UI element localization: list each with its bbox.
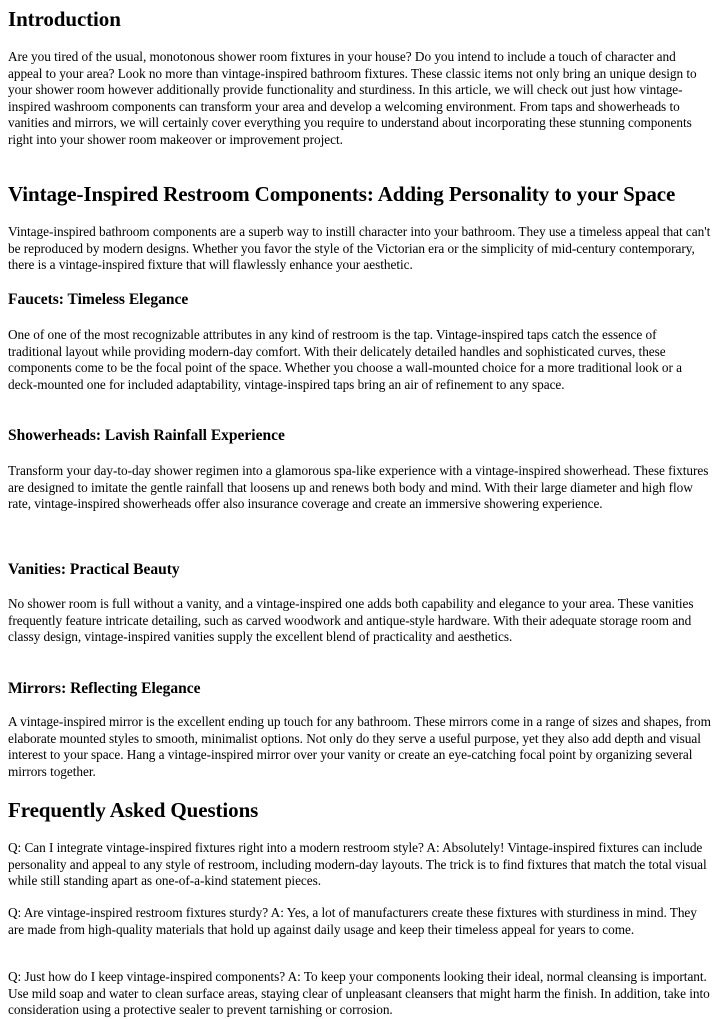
faq-item: Q: Are vintage-inspired restroom fixtures sturdy? A: Yes, a lot of manufacturers create these fixtures with sturdiness in mind. They are made from high-quality materials that hold up against daily usage and keep their timeless appeal for years to come. — [8, 905, 697, 937]
paragraph-faucets: One of one of the most recognizable attributes in any kind of restroom is the tap. Vintage-inspired taps catch the essence of traditional layout while providing modern-day comfort. With their delicately detailed handles and sophisticated curves, these components come to be the focal point of the space. Whether you choose a wall-mounted choice for a more traditional look or a deck-mounted one for included adaptability, vintage-inspired taps bring an air of refinement to any space. — [8, 327, 683, 392]
paragraph-introduction: Are you tired of the usual, monotonous shower room fixtures in your house? Do you intend to include a touch of character and appeal to your area? Look no more than vintage-inspired bathroom fixtures. These classic items not only bring an unique design to your shower room however additionally provide functionality and sturdiness. In this article, we will check out just how vintage-inspired washroom components can transform your area and develop a welcoming environment. From taps and showerheads to vanities and mirrors, we will certainly cover everything you require to understand about incorporating these stunning components right into your shower room makeover or improvement project. — [8, 49, 697, 147]
paragraph-showerheads: Transform your day-to-day shower regimen into a glamorous spa-like experience with a vintage-inspired showerhead. These fixtures are designed to imitate the gentle rainfall that loosens up and renews both body and mind. With their large diameter and high flow rate, vintage-inspired showerheads offer also insurance coverage and create an immersive showering experience. — [8, 463, 709, 511]
heading-faq: Frequently Asked Questions — [8, 798, 259, 822]
faq-item: Q: Can I integrate vintage-inspired fixtures right into a modern restroom style? A: Absolutely! Vintage-inspired fixtures can include personality and appeal to any style of restroom, including modern-day layouts. The trick is to find fixtures that match the total visual while still standing apart as one-of-a-kind statement pieces. — [8, 840, 707, 888]
heading-faucets: Faucets: Timeless Elegance — [8, 291, 189, 308]
paragraph-vintage-components: Vintage-inspired bathroom components are a superb way to instill character into your bathroom. They use a timeless appeal that can't be reproduced by modern designs. Whether you favor the style of the Victorian era or the simplicity of mid-century contemporary, there is a vintage-inspired fixture that will flawlessly enhance your aesthetic. — [8, 224, 711, 272]
paragraph-vanities: No shower room is full without a vanity, and a vintage-inspired one adds both capability and elegance to your area. These vanities frequently feature intricate detailing, such as carved woodwork and antique-style hardware. With their adequate storage room and classy design, vintage-inspired vanities supply the excellent blend of practicality and aesthetics. — [8, 596, 694, 644]
heading-showerheads: Showerheads: Lavish Rainfall Experience — [8, 427, 285, 444]
faq-item: Q: Just how do I keep vintage-inspired components? A: To keep your components looking their ideal, normal cleansing is important. Use mild soap and water to clean surface areas, staying clear of unpleasant cleansers that might harm the finish. In addition, take into consideration using a protective sealer to prevent tarnishing or corrosion. — [8, 969, 710, 1017]
paragraph-mirrors: A vintage-inspired mirror is the excellent ending up touch for any bathroom. These mirrors come in a range of sizes and shapes, from elaborate mounted styles to smooth, minimalist options. Not only do they serve a useful purpose, yet they also add depth and visual interest to your space. Hang a vintage-inspired mirror over your vanity or create an eye-catching focal point by organizing several mirrors together. — [8, 714, 711, 779]
heading-introduction: Introduction — [8, 7, 121, 31]
heading-vanities: Vanities: Practical Beauty — [8, 561, 180, 578]
heading-mirrors: Mirrors: Reflecting Elegance — [8, 680, 201, 697]
heading-vintage-components: Vintage-Inspired Restroom Components: Adding Personality to your Space — [8, 182, 676, 206]
